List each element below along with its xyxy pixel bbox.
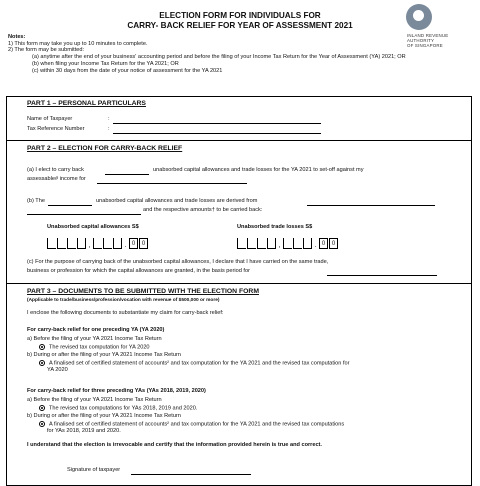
amount-digit-box[interactable] (303, 238, 312, 249)
signature-field[interactable] (131, 468, 251, 475)
form-title-line-2: CARRY- BACK RELIEF FOR YEAR OF ASSESSMENT 2021 (127, 21, 353, 30)
part2-a-text-1: (a) I elect to carry back (27, 167, 84, 173)
amount-digit-box[interactable] (257, 238, 266, 249)
part2-c-text-1: (c) For the purpose of carrying back of the unabsorbed capital allowances, I declare that I have carried on the same trade, (27, 259, 329, 265)
part3-intro: I enclose the following documents to substantiate my claim for carry-back relief: (27, 310, 224, 316)
amount-digit-box[interactable] (293, 238, 302, 249)
notes-heading: Notes: (8, 34, 26, 40)
three-ya-option-a: a) Before the filing of your YA 2021 Income Tax Return (27, 397, 162, 403)
radio-button-icon[interactable] (39, 421, 45, 427)
logo-text-line-3: OF SINGAPORE (407, 43, 443, 49)
name-colon: : (108, 116, 110, 122)
decimal-point: . (124, 242, 127, 249)
cents-zero-box: 0 (139, 238, 148, 249)
declaration-text: I understand that the election is irrevocable and certify that the information provided herein is true and correct. (27, 442, 322, 448)
tax-reference-label: Tax Reference Number (27, 126, 85, 132)
trade-losses-label: Unabsorbed trade losses S$ (237, 224, 313, 230)
derived-from-field[interactable] (307, 199, 435, 206)
logo-text-line-1: INLAND REVENUE (407, 33, 449, 38)
thousands-comma: , (278, 242, 281, 249)
part2-a-text-3: assessable# income for (27, 176, 86, 182)
signature-label: Signature of taxpayer (67, 467, 121, 473)
name-of-taxpayer-field[interactable] (113, 117, 321, 124)
derived-from-field-2[interactable] (27, 208, 141, 215)
three-ya-heading: For carry-back relief for three preceding YAs (YAs 2018, 2019, 2020) (27, 388, 206, 394)
part2-c-text-2: business or profession for which the capital allowances are granted, in the basis period for (27, 268, 250, 274)
one-ya-option-b-choice-line-2: YA 2020 (47, 367, 68, 373)
note-2: 2) The form may be submitted: (8, 47, 85, 54)
basis-period-field[interactable] (327, 269, 437, 276)
amount-digit-box[interactable] (113, 238, 122, 249)
one-ya-option-b: b) During or after the filing of your YA 2021 Income Tax Return (27, 352, 181, 358)
three-ya-option-b-choice-line-2: for YAs 2018, 2019 and 2020. (47, 428, 121, 434)
three-ya-option-b-choice-label: A finalised set of certified statement of accounts² and tax computation for the YA 2021 and the revised tax computations (49, 421, 345, 428)
logo-text-line-2: AUTHORITY (407, 38, 435, 44)
part2-divider (7, 283, 471, 284)
form-title-line-1: ELECTION FORM FOR INDIVIDUALS FOR (159, 11, 321, 20)
amount-digit-box[interactable] (47, 238, 56, 249)
capital-allowances-label: Unabsorbed capital allowances S$ (47, 224, 139, 230)
amount-digit-box[interactable] (57, 238, 66, 249)
three-ya-option-b: b) During or after the filing of your YA 2021 Income Tax Return (27, 413, 181, 419)
amount-digit-box[interactable] (93, 238, 102, 249)
thousands-comma: , (88, 242, 91, 249)
form-frame (6, 96, 472, 486)
decimal-point: . (314, 242, 317, 249)
assessable-income-field[interactable] (97, 177, 247, 184)
trade-losses-amount[interactable] (237, 238, 338, 249)
notes-section (8, 34, 408, 74)
part2-b-text-2: unabsorbed capital allowances and trade losses are derived from (96, 198, 258, 204)
part1-divider (7, 140, 471, 141)
carry-back-field[interactable] (105, 168, 149, 175)
amount-digit-box[interactable] (267, 238, 276, 249)
note-2a: (a) anytime after the end of your business' accounting period and before the filing of your Income Tax Return for the Year of Assessment (YA) 2021; OR (32, 54, 406, 61)
iras-logo-text (407, 33, 448, 49)
radio-button-icon[interactable] (39, 405, 45, 411)
amount-digit-box[interactable] (67, 238, 76, 249)
note-1: 1) This form may take you up to 10 minutes to complete. (8, 40, 148, 47)
amount-digit-box[interactable] (103, 238, 112, 249)
note-2b: (b) when filing your Income Tax Return for the YA 2021; OR (32, 60, 179, 67)
part2-b-text-3: and the respective amounts† to be carried back: (143, 207, 263, 213)
capital-allowances-amount[interactable] (47, 238, 148, 249)
name-of-taxpayer-label: Name of Taxpayer (27, 116, 73, 122)
three-ya-option-a-choice[interactable] (39, 405, 197, 412)
cents-zero-box: 0 (129, 238, 138, 249)
derived-amount-field[interactable] (48, 199, 92, 206)
one-ya-option-a-choice-label: The revised tax computation for YA 2020 (49, 344, 150, 351)
amount-digit-box[interactable] (237, 238, 246, 249)
part3-heading: PART 3 – DOCUMENTS TO BE SUBMITTED WITH THE ELECTION FORM (27, 288, 259, 295)
part2-heading: PART 2 – ELECTION FOR CARRY-BACK RELIEF (27, 145, 183, 152)
three-ya-option-a-choice-label: The revised tax computations for YAs 2018, 2019 and 2020. (49, 405, 198, 412)
one-ya-option-a-choice[interactable] (39, 344, 150, 351)
cents-zero-box: 0 (319, 238, 328, 249)
amount-digit-box[interactable] (283, 238, 292, 249)
part1-heading: PART 1 – PERSONAL PARTICULARS (27, 100, 146, 107)
one-ya-heading: For carry-back relief for one preceding YA (YA 2020) (27, 327, 165, 333)
iras-logo (400, 4, 478, 64)
one-ya-option-b-choice[interactable] (39, 360, 349, 367)
part2-a-text-2: unabsorbed capital allowances and trade losses for the YA 2021 to set-off against my (153, 167, 364, 173)
amount-digit-box[interactable] (247, 238, 256, 249)
one-ya-option-b-choice-label: A finalised set of certified statement of accounts² and tax computation for the YA 2021 and the revised tax computation for (49, 360, 350, 367)
cents-zero-box: 0 (329, 238, 338, 249)
radio-button-icon[interactable] (39, 344, 45, 350)
one-ya-option-a: a) Before the filing of your YA 2021 Income Tax Return (27, 336, 162, 342)
radio-button-icon[interactable] (39, 360, 45, 366)
part3-subheading: (Applicable to trade/business/profession/vocation with revenue of $500,000 or more) (27, 298, 220, 303)
amount-digit-box[interactable] (77, 238, 86, 249)
note-2c: (c) within 30 days from the date of your notice of assessment for the YA 2021 (32, 67, 223, 74)
ref-colon: : (108, 126, 110, 132)
tax-reference-field[interactable] (113, 127, 321, 134)
iras-logo-icon (406, 4, 432, 30)
part2-b-text-1: (b) The (27, 198, 45, 204)
